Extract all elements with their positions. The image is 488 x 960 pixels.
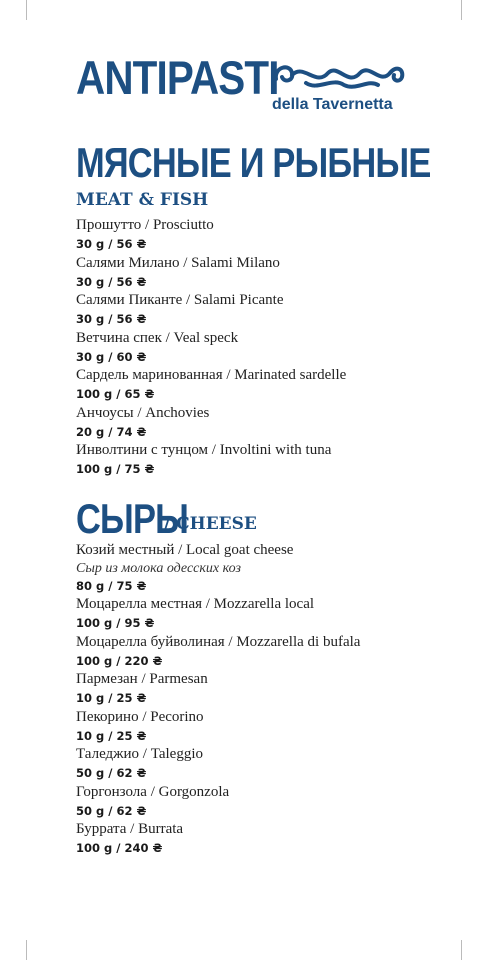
item-name: Моцарелла буйволиная / Mozzarella di bufala bbox=[76, 633, 361, 650]
item-name: Пекорино / Pecorino bbox=[76, 708, 204, 725]
menu-item bbox=[76, 820, 456, 858]
item-name: Салями Пиканте / Salami Picante bbox=[76, 292, 284, 308]
section-subtitle-meat: MEAT & FISH bbox=[76, 190, 209, 210]
item-name: Анчоусы / Anchovies bbox=[76, 404, 210, 421]
item-name: Ветчина спек / Veal speck bbox=[76, 329, 239, 346]
item-price: 20 g / 74 ₴ bbox=[76, 424, 147, 439]
item-price: 30 g / 56 ₴ bbox=[76, 312, 147, 326]
item-name: Буррата / Burrata bbox=[76, 821, 184, 837]
crop-mark bbox=[26, 940, 27, 960]
menu-item bbox=[76, 595, 456, 633]
cheese-list bbox=[76, 541, 456, 858]
meat-list bbox=[76, 216, 456, 479]
section-subtitle-cheese: / CHEESE bbox=[164, 514, 257, 534]
item-name: Моцарелла местная / Mozzarella local bbox=[76, 596, 315, 612]
section-title-meat: МЯСНЫЕ И РЫБНЫЕ bbox=[76, 139, 431, 186]
item-name: Сардель маринованная / Marinated sardelle bbox=[76, 367, 347, 383]
item-name: Пармезан / Parmesan bbox=[76, 671, 208, 687]
menu-item bbox=[76, 541, 456, 595]
item-price: 30 g / 56 ₴ bbox=[76, 237, 147, 251]
menu-item bbox=[76, 670, 456, 708]
item-name: Козий местный / Local goat cheese bbox=[76, 542, 294, 558]
item-name: Горгонзола / Gorgonzola bbox=[76, 783, 230, 800]
section-header-cheese bbox=[76, 494, 257, 544]
item-price: 30 g / 56 ₴ bbox=[76, 274, 147, 289]
item-price: 50 g / 62 ₴ bbox=[76, 803, 147, 818]
menu-item bbox=[76, 216, 456, 254]
crop-mark bbox=[461, 0, 462, 20]
item-price: 50 g / 62 ₴ bbox=[76, 766, 147, 780]
brand-title: ANTIPASTI bbox=[76, 51, 279, 104]
item-name: Инволтини с тунцом / Involtini with tuna bbox=[76, 442, 332, 458]
section-title-cheese: СЫРЫ bbox=[76, 495, 189, 542]
item-price: 100 g / 95 ₴ bbox=[76, 616, 155, 630]
item-name: Таледжио / Taleggio bbox=[76, 746, 203, 762]
item-price: 30 g / 60 ₴ bbox=[76, 349, 147, 364]
menu-item bbox=[76, 291, 456, 329]
item-price: 100 g / 220 ₴ bbox=[76, 653, 163, 668]
item-price: 10 g / 25 ₴ bbox=[76, 691, 147, 705]
ornament-swirl-icon bbox=[272, 57, 406, 93]
brand-subtitle: della Tavernetta bbox=[272, 96, 393, 113]
menu-item bbox=[76, 441, 456, 479]
crop-mark bbox=[461, 940, 462, 960]
menu-item bbox=[76, 366, 456, 404]
menu-item bbox=[76, 404, 456, 442]
item-price: 100 g / 240 ₴ bbox=[76, 841, 163, 855]
item-price: 100 g / 75 ₴ bbox=[76, 462, 155, 476]
menu-item bbox=[76, 633, 456, 671]
menu-item bbox=[76, 329, 456, 367]
menu-item bbox=[76, 745, 456, 783]
item-name: Прошутто / Prosciutto bbox=[76, 217, 214, 233]
menu-item bbox=[76, 254, 456, 292]
item-price: 10 g / 25 ₴ bbox=[76, 728, 147, 743]
item-price: 100 g / 65 ₴ bbox=[76, 387, 155, 401]
item-description: Сыр из молока одесских коз bbox=[76, 561, 241, 576]
menu-item bbox=[76, 783, 456, 821]
crop-mark bbox=[26, 0, 27, 20]
menu-header bbox=[76, 52, 416, 122]
item-name: Салями Милано / Salami Milano bbox=[76, 254, 280, 271]
item-price: 80 g / 75 ₴ bbox=[76, 579, 147, 593]
menu-item bbox=[76, 708, 456, 746]
